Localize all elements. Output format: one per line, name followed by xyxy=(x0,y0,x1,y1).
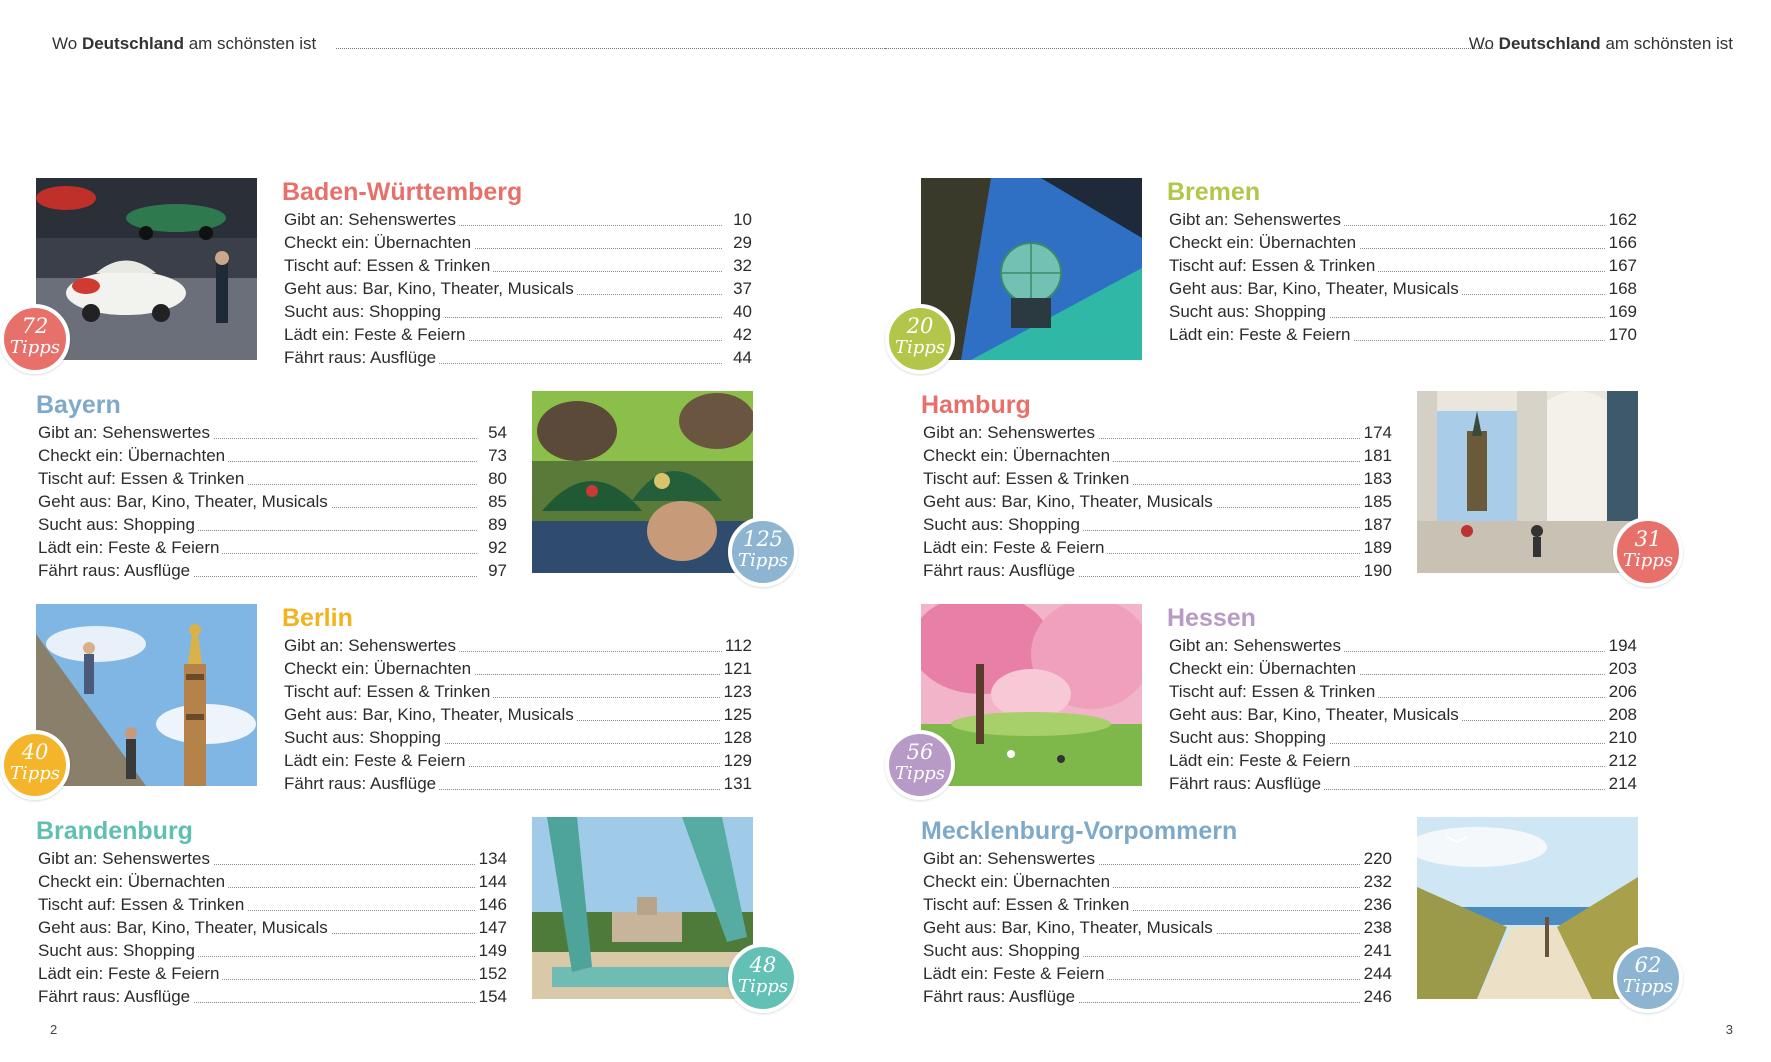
entry-label: Checkt ein: Übernachten xyxy=(1169,231,1359,254)
entry-page-number: 214 xyxy=(1606,772,1637,795)
tips-badge: 40 Tipps xyxy=(0,730,70,800)
entry-page-number: 194 xyxy=(1606,634,1637,657)
entry-page-number: 149 xyxy=(476,939,507,962)
region-hamburg xyxy=(885,391,1674,581)
entry-page-number: 181 xyxy=(1361,444,1392,467)
entry-label: Tischt auf: Essen & Trinken xyxy=(923,893,1132,916)
toc-entry xyxy=(36,536,507,559)
toc-entry xyxy=(921,559,1392,582)
entry-label: Checkt ein: Übernachten xyxy=(1169,657,1359,680)
entry-page-number: 212 xyxy=(1606,749,1637,772)
region-brandenburg xyxy=(0,817,789,1007)
entry-label: Lädt ein: Feste & Feiern xyxy=(1169,749,1353,772)
region-heading: Hessen xyxy=(1167,604,1256,632)
entry-label: Sucht aus: Shopping xyxy=(923,939,1083,962)
entry-label: Tischt auf: Essen & Trinken xyxy=(284,680,493,703)
entry-page-number: 129 xyxy=(721,749,752,772)
toc-entry xyxy=(282,634,752,657)
entry-page-number: 241 xyxy=(1361,939,1392,962)
entry-page-number: 189 xyxy=(1361,536,1392,559)
toc-entries xyxy=(1167,604,1637,795)
entry-page-number: 123 xyxy=(721,680,752,703)
toc-entry xyxy=(282,772,752,795)
toc-entry xyxy=(921,939,1392,962)
entry-label: Gibt an: Sehenswertes xyxy=(923,847,1098,870)
toc-entry xyxy=(282,277,752,300)
toc-entry xyxy=(282,703,752,726)
entry-label: Fährt raus: Ausflüge xyxy=(38,559,193,582)
entry-label: Tischt auf: Essen & Trinken xyxy=(38,893,247,916)
toc-entry xyxy=(36,939,507,962)
entry-label: Geht aus: Bar, Kino, Theater, Musicals xyxy=(923,490,1216,513)
region-heading: Berlin xyxy=(282,604,353,632)
entry-label: Geht aus: Bar, Kino, Theater, Musicals xyxy=(38,490,331,513)
entry-label: Geht aus: Bar, Kino, Theater, Musicals xyxy=(284,277,577,300)
entry-label: Fährt raus: Ausflüge xyxy=(923,559,1078,582)
region-bremen xyxy=(885,178,1655,368)
toc-entry xyxy=(1167,680,1637,703)
entry-page-number: 134 xyxy=(476,847,507,870)
entry-label: Fährt raus: Ausflüge xyxy=(284,772,439,795)
tips-badge: 62 Tipps xyxy=(1613,943,1683,1013)
toc-entry xyxy=(1167,634,1637,657)
region-hessen xyxy=(885,604,1655,794)
toc-entry xyxy=(282,208,752,231)
entry-page-number: 89 xyxy=(485,513,507,536)
tips-badge: 20 Tipps xyxy=(885,304,955,374)
tips-badge: 56 Tipps xyxy=(885,730,955,800)
entry-label: Checkt ein: Übernachten xyxy=(923,870,1113,893)
toc-entry xyxy=(921,870,1392,893)
region-heading: Baden-Württemberg xyxy=(282,178,523,206)
entry-page-number: 128 xyxy=(721,726,752,749)
header-dotted-rule xyxy=(336,48,885,49)
region-heading: Mecklenburg-Vorpommern xyxy=(921,817,1238,845)
entry-label: Sucht aus: Shopping xyxy=(38,939,198,962)
toc-entry xyxy=(921,536,1392,559)
toc-entry xyxy=(921,467,1392,490)
entry-page-number: 92 xyxy=(485,536,507,559)
entry-label: Gibt an: Sehenswertes xyxy=(1169,634,1344,657)
traditional-hats-icon xyxy=(532,391,753,573)
entry-page-number: 146 xyxy=(476,893,507,916)
entry-page-number: 44 xyxy=(730,346,752,369)
toc-entries xyxy=(36,391,507,582)
tips-badge: 31 Tipps xyxy=(1613,517,1683,587)
toc-entry xyxy=(36,893,507,916)
entry-label: Fährt raus: Ausflüge xyxy=(38,985,193,1008)
entry-label: Checkt ein: Übernachten xyxy=(38,870,228,893)
entry-label: Checkt ein: Übernachten xyxy=(38,444,228,467)
toc-entry xyxy=(1167,208,1637,231)
tips-badge: 48 Tipps xyxy=(728,943,798,1013)
entry-page-number: 206 xyxy=(1606,680,1637,703)
region-mecklenburg-vorpommern xyxy=(885,817,1674,1007)
entry-page-number: 80 xyxy=(485,467,507,490)
entry-label: Gibt an: Sehenswertes xyxy=(284,634,459,657)
right-page xyxy=(885,0,1770,1062)
entry-label: Tischt auf: Essen & Trinken xyxy=(284,254,493,277)
entry-label: Sucht aus: Shopping xyxy=(284,726,444,749)
entry-label: Geht aus: Bar, Kino, Theater, Musicals xyxy=(284,703,577,726)
entry-page-number: 152 xyxy=(476,962,507,985)
entry-label: Sucht aus: Shopping xyxy=(1169,726,1329,749)
toc-entries xyxy=(1167,178,1637,346)
toc-entry xyxy=(282,680,752,703)
toc-entry xyxy=(282,231,752,254)
entry-page-number: 183 xyxy=(1361,467,1392,490)
entry-label: Gibt an: Sehenswertes xyxy=(38,847,213,870)
toc-entry xyxy=(1167,300,1637,323)
entry-label: Lädt ein: Feste & Feiern xyxy=(923,962,1107,985)
entry-page-number: 125 xyxy=(721,703,752,726)
toc-entry xyxy=(36,513,507,536)
toc-entry xyxy=(921,421,1392,444)
statue-palace-icon xyxy=(532,817,753,999)
toc-entry xyxy=(921,444,1392,467)
running-header: Wo Deutschland am schönsten ist xyxy=(1468,34,1733,53)
entry-page-number: 208 xyxy=(1606,703,1637,726)
entry-label: Lädt ein: Feste & Feiern xyxy=(38,962,222,985)
toc-entry xyxy=(1167,749,1637,772)
entry-page-number: 185 xyxy=(1361,490,1392,513)
entry-page-number: 166 xyxy=(1606,231,1637,254)
entry-label: Fährt raus: Ausflüge xyxy=(284,346,439,369)
entry-page-number: 190 xyxy=(1361,559,1392,582)
toc-entry xyxy=(282,346,752,369)
entry-label: Tischt auf: Essen & Trinken xyxy=(1169,680,1378,703)
entry-page-number: 97 xyxy=(485,559,507,582)
entry-page-number: 168 xyxy=(1606,277,1637,300)
region-heading: Brandenburg xyxy=(36,817,193,845)
toc-entries xyxy=(282,178,752,369)
toc-entry xyxy=(282,300,752,323)
toc-entry xyxy=(36,916,507,939)
entry-label: Geht aus: Bar, Kino, Theater, Musicals xyxy=(923,916,1216,939)
entry-page-number: 37 xyxy=(730,277,752,300)
entry-page-number: 10 xyxy=(730,208,752,231)
toc-entry xyxy=(282,323,752,346)
entry-label: Fährt raus: Ausflüge xyxy=(1169,772,1324,795)
page-number: 3 xyxy=(1725,1022,1733,1037)
toc-entry xyxy=(921,513,1392,536)
entry-page-number: 210 xyxy=(1606,726,1637,749)
entry-page-number: 85 xyxy=(485,490,507,513)
toc-entry xyxy=(921,985,1392,1008)
entry-label: Checkt ein: Übernachten xyxy=(923,444,1113,467)
entry-label: Gibt an: Sehenswertes xyxy=(284,208,459,231)
beach-dunes-icon xyxy=(1417,817,1638,999)
region-berlin xyxy=(0,604,770,794)
entry-label: Lädt ein: Feste & Feiern xyxy=(1169,323,1353,346)
entry-page-number: 203 xyxy=(1606,657,1637,680)
entry-label: Gibt an: Sehenswertes xyxy=(1169,208,1344,231)
entry-page-number: 169 xyxy=(1606,300,1637,323)
entry-label: Lädt ein: Feste & Feiern xyxy=(923,536,1107,559)
toc-entry xyxy=(921,893,1392,916)
entry-page-number: 29 xyxy=(730,231,752,254)
entry-page-number: 40 xyxy=(730,300,752,323)
toc-entries xyxy=(921,391,1392,582)
toc-entries xyxy=(282,604,752,795)
region-heading: Hamburg xyxy=(921,391,1031,419)
entry-page-number: 147 xyxy=(476,916,507,939)
toc-entry xyxy=(36,490,507,513)
toc-entries xyxy=(36,817,507,1008)
entry-label: Lädt ein: Feste & Feiern xyxy=(284,749,468,772)
region-baden-wuerttemberg xyxy=(0,178,770,368)
entry-page-number: 187 xyxy=(1361,513,1392,536)
toc-entry xyxy=(36,985,507,1008)
entry-label: Lädt ein: Feste & Feiern xyxy=(38,536,222,559)
toc-entry xyxy=(921,490,1392,513)
entry-page-number: 73 xyxy=(485,444,507,467)
toc-entry xyxy=(36,421,507,444)
toc-entry xyxy=(36,559,507,582)
entry-page-number: 244 xyxy=(1361,962,1392,985)
arcade-town-hall-icon xyxy=(1417,391,1638,573)
entry-page-number: 246 xyxy=(1361,985,1392,1008)
entry-label: Gibt an: Sehenswertes xyxy=(38,421,213,444)
entry-label: Tischt auf: Essen & Trinken xyxy=(38,467,247,490)
entry-label: Sucht aus: Shopping xyxy=(923,513,1083,536)
entry-label: Tischt auf: Essen & Trinken xyxy=(923,467,1132,490)
region-bayern xyxy=(0,391,789,581)
toc-entry xyxy=(1167,277,1637,300)
toc-entry xyxy=(282,254,752,277)
toc-entry xyxy=(921,916,1392,939)
toc-entry xyxy=(282,749,752,772)
toc-entry xyxy=(36,444,507,467)
entry-page-number: 121 xyxy=(721,657,752,680)
region-heading: Bayern xyxy=(36,391,121,419)
entry-label: Geht aus: Bar, Kino, Theater, Musicals xyxy=(38,916,331,939)
entry-page-number: 236 xyxy=(1361,893,1392,916)
toc-entry xyxy=(1167,254,1637,277)
toc-entry xyxy=(1167,726,1637,749)
entry-label: Geht aus: Bar, Kino, Theater, Musicals xyxy=(1169,703,1462,726)
entry-page-number: 144 xyxy=(476,870,507,893)
entry-label: Fährt raus: Ausflüge xyxy=(923,985,1078,1008)
toc-entry xyxy=(36,870,507,893)
toc-entry xyxy=(1167,657,1637,680)
entry-page-number: 238 xyxy=(1361,916,1392,939)
toc-entry xyxy=(921,847,1392,870)
toc-entries xyxy=(921,817,1392,1008)
toc-entry xyxy=(36,467,507,490)
entry-page-number: 32 xyxy=(730,254,752,277)
entry-label: Lädt ein: Feste & Feiern xyxy=(284,323,468,346)
entry-label: Checkt ein: Übernachten xyxy=(284,657,474,680)
entry-page-number: 167 xyxy=(1606,254,1637,277)
entry-label: Sucht aus: Shopping xyxy=(38,513,198,536)
entry-label: Geht aus: Bar, Kino, Theater, Musicals xyxy=(1169,277,1462,300)
entry-page-number: 174 xyxy=(1361,421,1392,444)
entry-label: Checkt ein: Übernachten xyxy=(284,231,474,254)
entry-page-number: 131 xyxy=(721,772,752,795)
entry-label: Tischt auf: Essen & Trinken xyxy=(1169,254,1378,277)
page-number: 2 xyxy=(50,1022,58,1037)
tips-badge: 72 Tipps xyxy=(0,304,70,374)
entry-page-number: 112 xyxy=(722,634,752,657)
toc-entry xyxy=(282,726,752,749)
entry-page-number: 42 xyxy=(730,323,752,346)
entry-page-number: 154 xyxy=(476,985,507,1008)
entry-page-number: 54 xyxy=(485,421,507,444)
running-header: Wo Deutschland am schönsten ist xyxy=(52,34,317,53)
tips-badge: 125 Tipps xyxy=(728,517,798,587)
entry-page-number: 162 xyxy=(1606,208,1637,231)
toc-entry xyxy=(1167,772,1637,795)
toc-entry xyxy=(1167,703,1637,726)
toc-entry xyxy=(1167,323,1637,346)
toc-entry xyxy=(36,847,507,870)
toc-entry xyxy=(282,657,752,680)
left-page xyxy=(0,0,885,1062)
region-heading: Bremen xyxy=(1167,178,1261,206)
entry-label: Sucht aus: Shopping xyxy=(284,300,444,323)
header-dotted-rule xyxy=(885,48,1493,49)
toc-entry xyxy=(36,962,507,985)
toc-entry xyxy=(921,962,1392,985)
entry-label: Gibt an: Sehenswertes xyxy=(923,421,1098,444)
entry-page-number: 232 xyxy=(1361,870,1392,893)
entry-page-number: 220 xyxy=(1361,847,1392,870)
toc-entry xyxy=(1167,231,1637,254)
entry-page-number: 170 xyxy=(1606,323,1637,346)
entry-label: Sucht aus: Shopping xyxy=(1169,300,1329,323)
